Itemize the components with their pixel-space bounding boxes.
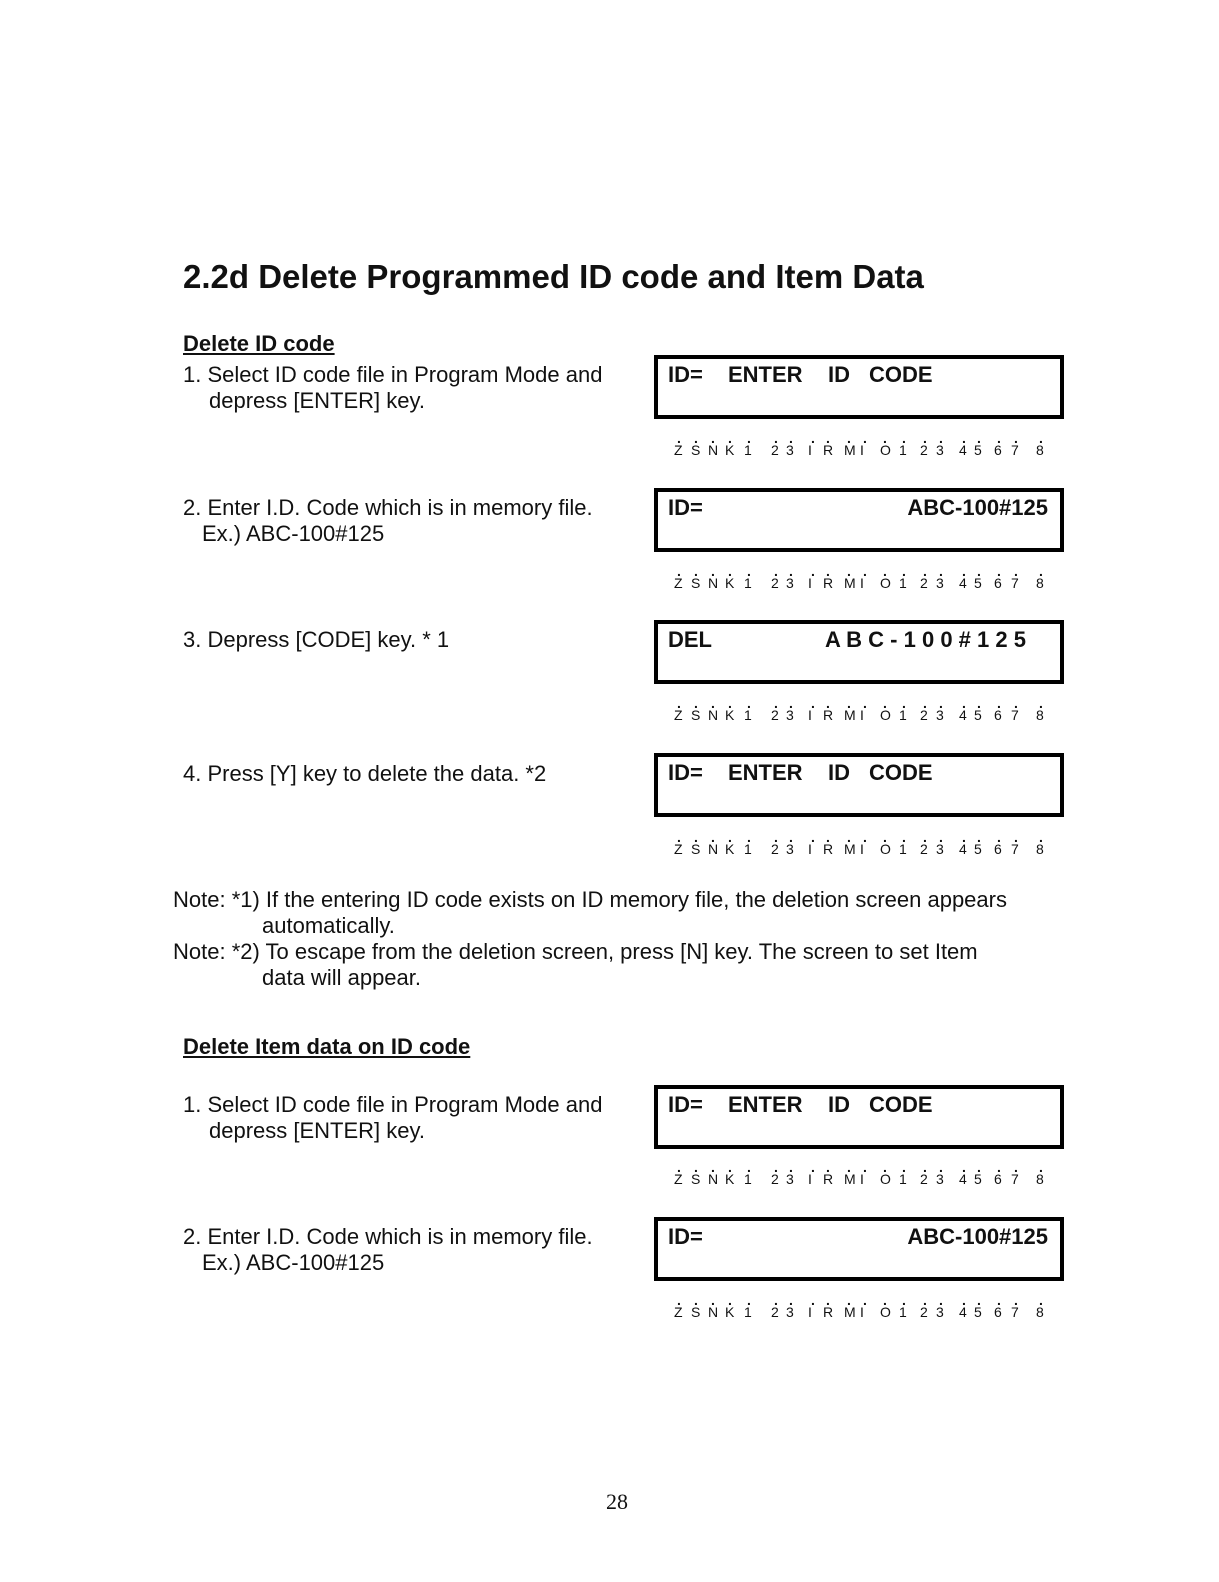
indicator-label: 8 xyxy=(1036,707,1044,723)
indicator-dot: . xyxy=(923,695,927,711)
indicator-dot: . xyxy=(923,563,927,579)
indicator-dot: . xyxy=(789,829,793,845)
indicator-label: 6 xyxy=(994,1304,1002,1320)
indicator-dot: . xyxy=(977,1159,981,1175)
indicator-row xyxy=(666,1159,1046,1192)
indicator-label: M xyxy=(844,841,856,857)
indicator-label: R xyxy=(823,1171,834,1187)
lcd-text: ABC-100#125 xyxy=(907,1224,1048,1249)
step-line: depress [ENTER] key. xyxy=(209,388,425,413)
indicator-dot: . xyxy=(728,829,732,845)
indicator-label: M xyxy=(844,707,856,723)
indicator-label: Z xyxy=(674,707,683,723)
indicator-dot: . xyxy=(847,1292,851,1308)
indicator-dot: . xyxy=(997,1159,1001,1175)
indicator-dot: . xyxy=(711,1159,715,1175)
indicator-dot: . xyxy=(789,430,793,446)
indicator-dot: . xyxy=(1014,563,1018,579)
indicator-dot: . xyxy=(997,695,1001,711)
indicator-dot: . xyxy=(747,563,751,579)
indicator-label: 4 xyxy=(959,575,967,591)
indicator-dot: . xyxy=(847,1159,851,1175)
indicator-dot: . xyxy=(826,829,830,845)
step-line: 2. Enter I.D. Code which is in memory file. xyxy=(183,495,593,520)
indicator-dot: . xyxy=(789,695,793,711)
step-1-text xyxy=(183,1092,602,1144)
indicator-label: 3 xyxy=(936,1171,944,1187)
indicator-label: O xyxy=(880,442,891,458)
indicator-label: I xyxy=(860,1171,864,1187)
indicator-dot: . xyxy=(939,563,943,579)
indicator-label: R xyxy=(823,707,834,723)
indicator-label: 1 xyxy=(899,1171,907,1187)
indicator-dot: . xyxy=(677,695,681,711)
indicator-label: 2 xyxy=(920,442,928,458)
indicator-label: 1 xyxy=(899,841,907,857)
indicator-label: 6 xyxy=(994,442,1002,458)
indicator-dot: . xyxy=(902,695,906,711)
lcd-display xyxy=(654,753,1064,817)
indicator-label: 5 xyxy=(974,707,982,723)
indicator-label: 3 xyxy=(786,1171,794,1187)
lcd-display xyxy=(654,1217,1064,1281)
indicator-label: Z xyxy=(674,575,683,591)
indicator-label: R xyxy=(823,841,834,857)
lcd-display xyxy=(654,620,1064,684)
indicator-label: 7 xyxy=(1011,575,1019,591)
indicator-label: R xyxy=(823,575,834,591)
indicator-label: 3 xyxy=(786,841,794,857)
indicator-label: 2 xyxy=(920,841,928,857)
indicator-label: 4 xyxy=(959,1171,967,1187)
step-1-text xyxy=(183,362,602,414)
indicator-dot: . xyxy=(883,430,887,446)
lcd-text: ABC-100#125 xyxy=(907,495,1048,520)
page-title: 2.2d Delete Programmed ID code and Item Data xyxy=(183,258,924,295)
indicator-dot: . xyxy=(997,563,1001,579)
indicator-label: 4 xyxy=(959,841,967,857)
lcd-text: ID xyxy=(828,1092,850,1117)
indicator-dot: . xyxy=(811,430,815,446)
indicator-label: I xyxy=(860,707,864,723)
indicator-label: 1 xyxy=(744,841,752,857)
indicator-label: 3 xyxy=(786,575,794,591)
note-line: Note: *2) To escape from the deletion screen, press [N] key. The screen to set Item xyxy=(173,939,978,964)
indicator-dot: . xyxy=(977,1292,981,1308)
indicator-label: 8 xyxy=(1036,1304,1044,1320)
indicator-label: 1 xyxy=(744,575,752,591)
indicator-label: 4 xyxy=(959,707,967,723)
indicator-dot: . xyxy=(939,695,943,711)
indicator-label: K xyxy=(725,575,735,591)
indicator-dot: . xyxy=(774,563,778,579)
indicator-label: K xyxy=(725,707,735,723)
indicator-label: 1 xyxy=(744,1171,752,1187)
indicator-dot: . xyxy=(902,1159,906,1175)
indicator-dot: . xyxy=(1014,1159,1018,1175)
step-line: Ex.) ABC-100#125 xyxy=(202,1250,385,1275)
indicator-label: 3 xyxy=(936,841,944,857)
indicator-label: 3 xyxy=(936,707,944,723)
lcd-text: ID= xyxy=(668,1092,703,1117)
indicator-label: S xyxy=(691,1171,701,1187)
indicator-dot: . xyxy=(677,430,681,446)
indicator-label: K xyxy=(725,442,735,458)
indicator-label: 8 xyxy=(1036,1171,1044,1187)
indicator-dot: . xyxy=(789,1159,793,1175)
indicator-label: R xyxy=(823,442,834,458)
indicator-dot: . xyxy=(694,430,698,446)
indicator-dot: . xyxy=(711,563,715,579)
indicator-label: 3 xyxy=(936,442,944,458)
indicator-dot: . xyxy=(711,430,715,446)
indicator-dot: . xyxy=(997,1292,1001,1308)
indicator-dot: . xyxy=(789,563,793,579)
indicator-label: 2 xyxy=(920,1171,928,1187)
indicator-label: S xyxy=(691,841,701,857)
step-line: 1. Select ID code file in Program Mode and xyxy=(183,362,603,387)
step-4-text xyxy=(183,761,546,787)
indicator-label: 2 xyxy=(771,1304,779,1320)
indicator-label: O xyxy=(880,1171,891,1187)
indicator-label: 1 xyxy=(899,1304,907,1320)
indicator-dot: . xyxy=(883,1292,887,1308)
indicator-dot: . xyxy=(977,829,981,845)
indicator-label: 6 xyxy=(994,1171,1002,1187)
indicator-label: 1 xyxy=(899,442,907,458)
indicator-dot: . xyxy=(1039,563,1043,579)
indicator-dot: . xyxy=(977,563,981,579)
indicator-label: 2 xyxy=(771,442,779,458)
indicator-label: 4 xyxy=(959,1304,967,1320)
indicator-label: 3 xyxy=(786,707,794,723)
indicator-label: 1 xyxy=(899,707,907,723)
indicator-row xyxy=(666,695,1046,728)
indicator-label: I xyxy=(808,1171,812,1187)
indicator-label: K xyxy=(725,1304,735,1320)
indicator-dot: . xyxy=(1039,1159,1043,1175)
lcd-text: ENTER xyxy=(728,1092,803,1117)
lcd-text: ID= xyxy=(668,495,703,520)
indicator-dot: . xyxy=(711,695,715,711)
lcd-display xyxy=(654,355,1064,419)
indicator-dot: . xyxy=(847,430,851,446)
indicator-label: S xyxy=(691,1304,701,1320)
indicator-dot: . xyxy=(1014,1292,1018,1308)
indicator-dot: . xyxy=(826,1292,830,1308)
lcd-text: DEL xyxy=(668,627,712,652)
indicator-label: N xyxy=(708,707,719,723)
indicator-dot: . xyxy=(1039,430,1043,446)
indicator-label: 1 xyxy=(744,707,752,723)
indicator-dot: . xyxy=(694,1159,698,1175)
indicator-label: O xyxy=(880,841,891,857)
indicator-label: 2 xyxy=(920,707,928,723)
indicator-dot: . xyxy=(939,1292,943,1308)
indicator-dot: . xyxy=(747,1292,751,1308)
indicator-label: 1 xyxy=(744,442,752,458)
indicator-dot: . xyxy=(774,430,778,446)
step-2-text xyxy=(183,1224,593,1276)
indicator-dot: . xyxy=(939,1159,943,1175)
indicator-dot: . xyxy=(977,695,981,711)
indicator-dot: . xyxy=(863,1159,867,1175)
indicator-dot: . xyxy=(789,1292,793,1308)
indicator-label: I xyxy=(808,1304,812,1320)
indicator-dot: . xyxy=(863,695,867,711)
indicator-label: Z xyxy=(674,442,683,458)
indicator-dot: . xyxy=(826,1159,830,1175)
indicator-dot: . xyxy=(847,563,851,579)
indicator-label: 5 xyxy=(974,1171,982,1187)
indicator-label: N xyxy=(708,1171,719,1187)
indicator-dot: . xyxy=(747,1159,751,1175)
indicator-label: S xyxy=(691,707,701,723)
indicator-label: N xyxy=(708,442,719,458)
note-2 xyxy=(173,939,978,991)
indicator-row xyxy=(666,563,1046,596)
indicator-dot: . xyxy=(811,563,815,579)
indicator-dot: . xyxy=(902,563,906,579)
indicator-label: S xyxy=(691,575,701,591)
indicator-dot: . xyxy=(962,695,966,711)
indicator-dot: . xyxy=(711,1292,715,1308)
indicator-label: 3 xyxy=(786,442,794,458)
indicator-label: I xyxy=(808,442,812,458)
section-heading-delete-item-data: Delete Item data on ID code xyxy=(183,1034,471,1059)
indicator-dot: . xyxy=(811,1159,815,1175)
indicator-label: O xyxy=(880,707,891,723)
indicator-dot: . xyxy=(863,829,867,845)
indicator-dot: . xyxy=(962,563,966,579)
indicator-label: 5 xyxy=(974,841,982,857)
indicator-label: 5 xyxy=(974,442,982,458)
indicator-dot: . xyxy=(728,430,732,446)
indicator-dot: . xyxy=(694,1292,698,1308)
indicator-label: 1 xyxy=(744,1304,752,1320)
indicator-dot: . xyxy=(677,829,681,845)
indicator-label: M xyxy=(844,1171,856,1187)
indicator-label: 6 xyxy=(994,841,1002,857)
indicator-dot: . xyxy=(1014,430,1018,446)
indicator-dot: . xyxy=(728,695,732,711)
indicator-row xyxy=(666,1292,1046,1325)
indicator-label: 3 xyxy=(936,1304,944,1320)
lcd-text: A B C - 1 0 0 # 1 2 5 xyxy=(825,627,1026,652)
indicator-label: Z xyxy=(674,841,683,857)
indicator-label: M xyxy=(844,1304,856,1320)
step-2-text xyxy=(183,495,593,547)
indicator-label: R xyxy=(823,1304,834,1320)
indicator-label: 2 xyxy=(920,1304,928,1320)
indicator-label: 3 xyxy=(936,575,944,591)
indicator-label: I xyxy=(808,707,812,723)
indicator-dot: . xyxy=(747,430,751,446)
note-line: Note: *1) If the entering ID code exists on ID memory file, the deletion screen appears xyxy=(173,887,1007,912)
indicator-label: 3 xyxy=(786,1304,794,1320)
indicator-dot: . xyxy=(962,430,966,446)
indicator-dot: . xyxy=(902,430,906,446)
indicator-dot: . xyxy=(962,1292,966,1308)
lcd-display xyxy=(654,1085,1064,1149)
indicator-label: K xyxy=(725,841,735,857)
indicator-dot: . xyxy=(863,563,867,579)
indicator-label: I xyxy=(808,841,812,857)
lcd-text: ID xyxy=(828,760,850,785)
indicator-dot: . xyxy=(883,695,887,711)
indicator-label: 8 xyxy=(1036,575,1044,591)
indicator-label: 7 xyxy=(1011,707,1019,723)
indicator-dot: . xyxy=(747,829,751,845)
section-heading-delete-id-code: Delete ID code xyxy=(183,331,335,356)
indicator-label: 2 xyxy=(771,575,779,591)
indicator-dot: . xyxy=(997,829,1001,845)
indicator-dot: . xyxy=(677,1292,681,1308)
indicator-label: I xyxy=(808,575,812,591)
indicator-dot: . xyxy=(728,563,732,579)
indicator-dot: . xyxy=(847,695,851,711)
indicator-dot: . xyxy=(902,829,906,845)
indicator-label: N xyxy=(708,841,719,857)
lcd-text: ENTER xyxy=(728,362,803,387)
indicator-label: O xyxy=(880,575,891,591)
lcd-text: ENTER xyxy=(728,760,803,785)
indicator-label: 2 xyxy=(771,707,779,723)
indicator-label: O xyxy=(880,1304,891,1320)
indicator-dot: . xyxy=(774,829,778,845)
indicator-dot: . xyxy=(811,695,815,711)
indicator-dot: . xyxy=(902,1292,906,1308)
lcd-text: ID xyxy=(828,362,850,387)
note-1 xyxy=(173,887,1007,939)
indicator-dot: . xyxy=(694,695,698,711)
note-line: data will appear. xyxy=(262,965,421,990)
lcd-text: CODE xyxy=(869,362,933,387)
indicator-label: 7 xyxy=(1011,442,1019,458)
indicator-dot: . xyxy=(1039,695,1043,711)
indicator-row xyxy=(666,430,1046,463)
indicator-dot: . xyxy=(747,695,751,711)
step-line: 3. Depress [CODE] key. * 1 xyxy=(183,627,450,652)
indicator-label: 2 xyxy=(771,841,779,857)
indicator-label: K xyxy=(725,1171,735,1187)
indicator-dot: . xyxy=(939,430,943,446)
indicator-label: I xyxy=(860,575,864,591)
indicator-dot: . xyxy=(863,430,867,446)
lcd-display xyxy=(654,488,1064,552)
indicator-dot: . xyxy=(923,430,927,446)
lcd-text: CODE xyxy=(869,760,933,785)
lcd-text: ID= xyxy=(668,1224,703,1249)
indicator-label: 7 xyxy=(1011,1171,1019,1187)
indicator-dot: . xyxy=(728,1159,732,1175)
indicator-label: M xyxy=(844,575,856,591)
indicator-dot: . xyxy=(923,1159,927,1175)
indicator-label: 6 xyxy=(994,575,1002,591)
indicator-label: 6 xyxy=(994,707,1002,723)
indicator-label: 5 xyxy=(974,1304,982,1320)
indicator-label: I xyxy=(860,442,864,458)
indicator-dot: . xyxy=(923,829,927,845)
step-line: 1. Select ID code file in Program Mode and xyxy=(183,1092,603,1117)
lcd-text: ID= xyxy=(668,362,703,387)
step-line: depress [ENTER] key. xyxy=(209,1118,425,1143)
indicator-label: N xyxy=(708,1304,719,1320)
indicator-dot: . xyxy=(677,1159,681,1175)
indicator-label: 1 xyxy=(899,575,907,591)
indicator-dot: . xyxy=(863,1292,867,1308)
indicator-label: 4 xyxy=(959,442,967,458)
indicator-label: 7 xyxy=(1011,841,1019,857)
indicator-dot: . xyxy=(977,430,981,446)
indicator-dot: . xyxy=(1039,1292,1043,1308)
indicator-dot: . xyxy=(883,563,887,579)
indicator-label: 8 xyxy=(1036,841,1044,857)
note-line: automatically. xyxy=(262,913,395,938)
indicator-dot: . xyxy=(811,829,815,845)
step-line: 2. Enter I.D. Code which is in memory file. xyxy=(183,1224,593,1249)
indicator-label: Z xyxy=(674,1171,683,1187)
step-3-text xyxy=(183,627,449,653)
indicator-dot: . xyxy=(997,430,1001,446)
indicator-dot: . xyxy=(939,829,943,845)
indicator-dot: . xyxy=(962,829,966,845)
indicator-label: 8 xyxy=(1036,442,1044,458)
indicator-label: 7 xyxy=(1011,1304,1019,1320)
indicator-label: S xyxy=(691,442,701,458)
indicator-label: 5 xyxy=(974,575,982,591)
indicator-dot: . xyxy=(847,829,851,845)
indicator-dot: . xyxy=(962,1159,966,1175)
indicator-label: I xyxy=(860,841,864,857)
indicator-dot: . xyxy=(811,1292,815,1308)
indicator-dot: . xyxy=(677,563,681,579)
indicator-dot: . xyxy=(774,695,778,711)
page-number: 28 xyxy=(606,1489,628,1514)
indicator-dot: . xyxy=(711,829,715,845)
indicator-dot: . xyxy=(1039,829,1043,845)
indicator-dot: . xyxy=(883,1159,887,1175)
indicator-row xyxy=(666,829,1046,862)
lcd-text: ID= xyxy=(668,760,703,785)
indicator-dot: . xyxy=(728,1292,732,1308)
indicator-label: I xyxy=(860,1304,864,1320)
indicator-label: 2 xyxy=(920,575,928,591)
indicator-dot: . xyxy=(1014,829,1018,845)
lcd-text: CODE xyxy=(869,1092,933,1117)
indicator-label: 2 xyxy=(771,1171,779,1187)
indicator-label: Z xyxy=(674,1304,683,1320)
step-line: 4. Press [Y] key to delete the data. *2 xyxy=(183,761,547,786)
indicator-dot: . xyxy=(923,1292,927,1308)
indicator-dot: . xyxy=(826,695,830,711)
indicator-dot: . xyxy=(694,829,698,845)
indicator-label: N xyxy=(708,575,719,591)
indicator-dot: . xyxy=(774,1159,778,1175)
indicator-dot: . xyxy=(694,563,698,579)
indicator-dot: . xyxy=(883,829,887,845)
indicator-dot: . xyxy=(1014,695,1018,711)
indicator-label: M xyxy=(844,442,856,458)
indicator-dot: . xyxy=(774,1292,778,1308)
step-line: Ex.) ABC-100#125 xyxy=(202,521,385,546)
indicator-dot: . xyxy=(826,563,830,579)
indicator-dot: . xyxy=(826,430,830,446)
